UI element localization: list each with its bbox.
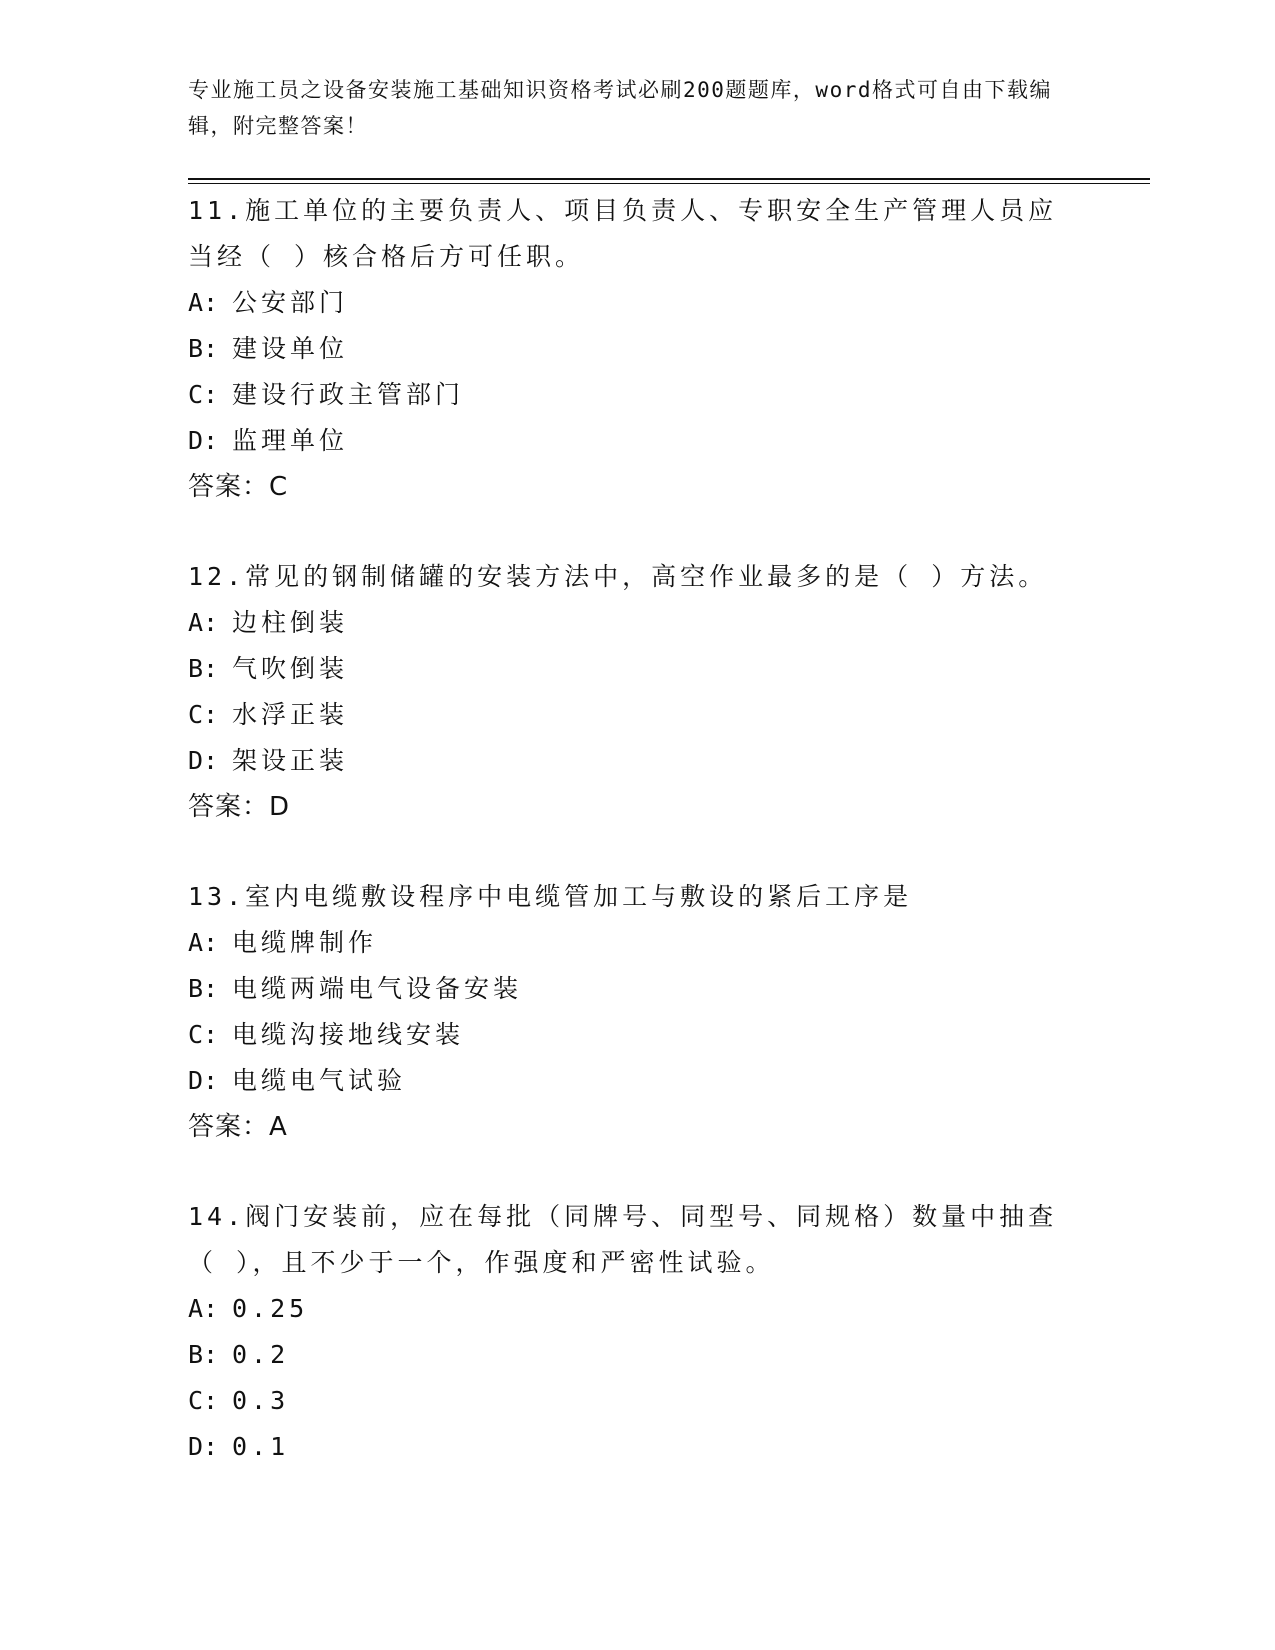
option-b xyxy=(188,646,1088,692)
question-list xyxy=(188,188,1088,1470)
option-b xyxy=(188,326,1088,372)
question-title: 11.施工单位的主要负责人、项目负责人、专职安全生产管理人员应当经（ ）核合格后方可任职。 xyxy=(188,196,1058,271)
option-d xyxy=(188,418,1088,464)
question-title: 12.常见的钢制储罐的安装方法中，高空作业最多的是（ ）方法。 xyxy=(188,562,1048,591)
option-key: C: xyxy=(188,1386,219,1415)
option-text: 0.3 xyxy=(232,1386,290,1415)
option-text: 公安部门 xyxy=(232,288,349,317)
option-key: A: xyxy=(188,608,219,637)
option-text: 架设正装 xyxy=(232,746,349,775)
document-header: 专业施工员之设备安装施工基础知识资格考试必刷200题题库，word格式可自由下载编辑，附完整答案！ xyxy=(188,78,1052,138)
question-title: 14.阀门安装前，应在每批（同牌号、同型号、同规格）数量中抽查（ ），且不少于一个，作强度和严密性试验。 xyxy=(188,1202,1058,1277)
header-divider-thick xyxy=(188,178,1150,180)
option-b xyxy=(188,1332,1088,1378)
option-text: 建设行政主管部门 xyxy=(232,380,465,409)
question-spacer xyxy=(188,1150,1088,1194)
option-c xyxy=(188,372,1088,418)
option-key: B: xyxy=(188,1340,219,1369)
option-key: D: xyxy=(188,746,219,775)
option-c xyxy=(188,692,1088,738)
option-key: B: xyxy=(188,654,219,683)
option-d xyxy=(188,1058,1088,1104)
option-key: D: xyxy=(188,1432,219,1461)
option-text: 0.2 xyxy=(232,1340,290,1369)
option-text: 电缆两端电气设备安装 xyxy=(232,974,523,1003)
option-b xyxy=(188,966,1088,1012)
option-key: D: xyxy=(188,1066,219,1095)
option-text: 边柱倒装 xyxy=(232,608,349,637)
option-text: 水浮正装 xyxy=(232,700,349,729)
question-13 xyxy=(188,874,1088,1150)
answer-line: 答案：A xyxy=(188,1112,288,1142)
option-text: 监理单位 xyxy=(232,426,349,455)
option-key: A: xyxy=(188,288,219,317)
question-title: 13.室内电缆敷设程序中电缆管加工与敷设的紧后工序是 xyxy=(188,882,913,911)
option-c xyxy=(188,1378,1088,1424)
option-key: A: xyxy=(188,928,219,957)
header-divider-thin xyxy=(188,183,1150,184)
option-text: 电缆沟接地线安装 xyxy=(232,1020,465,1049)
option-c xyxy=(188,1012,1088,1058)
question-spacer xyxy=(188,510,1088,554)
option-text: 0.1 xyxy=(232,1432,290,1461)
answer-line: 答案：C xyxy=(188,472,289,502)
option-text: 建设单位 xyxy=(232,334,349,363)
option-d xyxy=(188,1424,1088,1470)
option-text: 电缆电气试验 xyxy=(232,1066,407,1095)
option-key: C: xyxy=(188,380,219,409)
question-12 xyxy=(188,554,1088,830)
option-a xyxy=(188,920,1088,966)
option-text: 气吹倒装 xyxy=(232,654,349,683)
option-a xyxy=(188,280,1088,326)
option-text: 0.25 xyxy=(232,1294,309,1323)
option-a xyxy=(188,1286,1088,1332)
option-key: B: xyxy=(188,974,219,1003)
option-a xyxy=(188,600,1088,646)
question-spacer xyxy=(188,830,1088,874)
answer-line: 答案：D xyxy=(188,792,291,822)
option-key: A: xyxy=(188,1294,219,1323)
option-key: B: xyxy=(188,334,219,363)
option-text: 电缆牌制作 xyxy=(232,928,378,957)
question-14 xyxy=(188,1194,1088,1470)
option-d xyxy=(188,738,1088,784)
question-11 xyxy=(188,188,1088,510)
option-key: C: xyxy=(188,700,219,729)
option-key: C: xyxy=(188,1020,219,1049)
option-key: D: xyxy=(188,426,219,455)
